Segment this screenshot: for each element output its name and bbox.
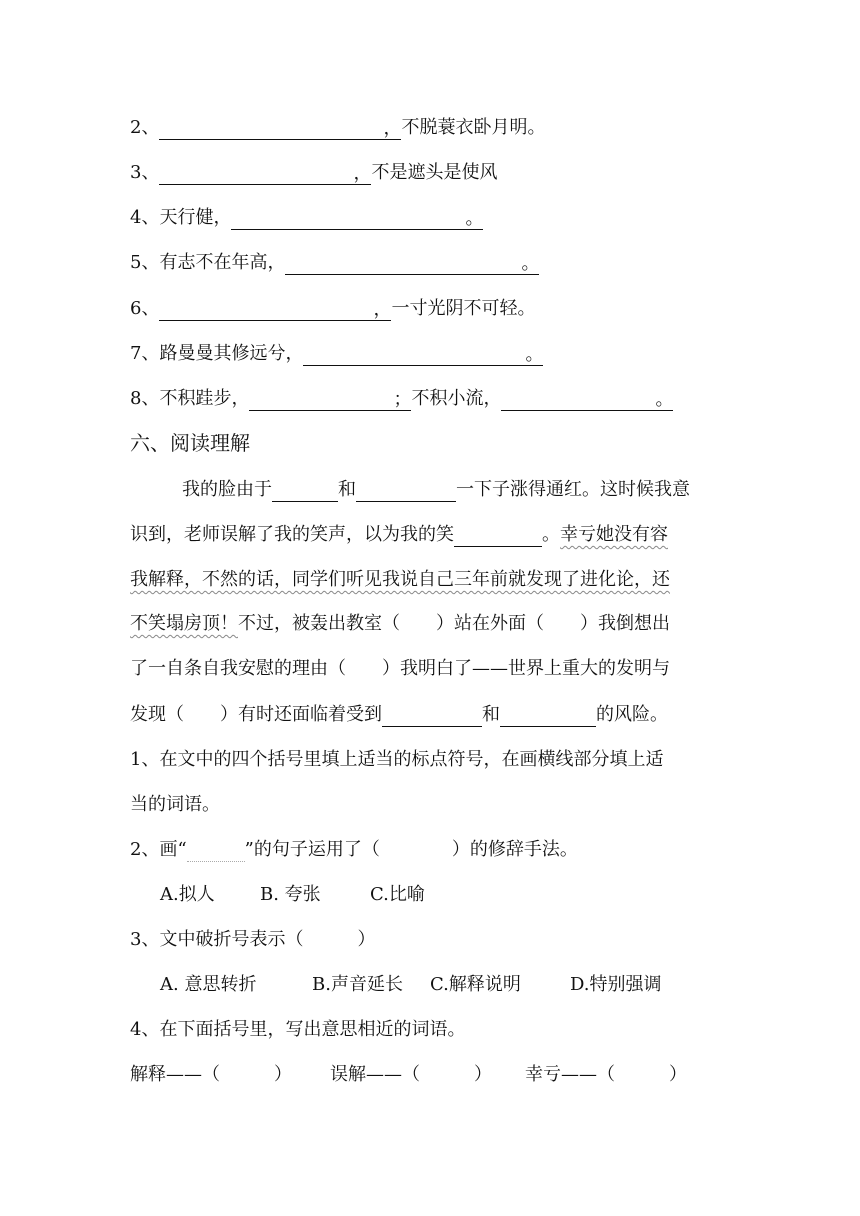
fill-in-item-2 (130, 116, 545, 140)
passage-text: 我的脸由于 (182, 479, 272, 500)
question-text: 4、在下面括号里，写出意思相近的词语。 (130, 1019, 466, 1040)
passage-text: 发现（ ）有时还面临着受到 (130, 704, 382, 725)
option-a[interactable]: A.拟人 (160, 884, 215, 905)
fill-in-item-4 (130, 206, 483, 230)
passage-line-1 (182, 478, 782, 502)
question-4 (130, 1018, 730, 1042)
passage-blank[interactable] (356, 483, 456, 502)
synonym-item[interactable]: 幸亏——（ ） (525, 1064, 687, 1085)
question-text: 3、文中破折号表示（ ） (130, 929, 376, 950)
wavy-underlined-sentence: 不笑塌房顶！ (130, 613, 238, 634)
fill-in-item-3 (130, 161, 497, 185)
blank-punct: 。 (655, 389, 674, 410)
question-text: ”的句子运用了（ ）的修辞手法。 (244, 839, 578, 860)
blank-punct: 。 (525, 344, 544, 365)
fill-in-item-8 (130, 387, 673, 411)
passage-blank[interactable] (454, 528, 542, 547)
answer-blank[interactable] (249, 390, 411, 411)
blank-punct: ， (383, 118, 402, 139)
passage-line-5 (130, 657, 730, 681)
answer-blank[interactable] (159, 119, 401, 140)
blank-punct: ， (353, 163, 372, 184)
answer-blank[interactable] (501, 390, 673, 411)
option-c[interactable]: C.比喻 (370, 884, 425, 905)
wavy-underlined-sentence: 我解释，不然的话，同学们听见我说自己三年前就发现了进化论，还 (130, 569, 670, 590)
passage-line-4 (130, 612, 730, 636)
item-number: 6、 (130, 298, 160, 319)
question-text: 当的词语。 (130, 794, 220, 815)
passage-text: 一下子涨得通红。这时候我意 (456, 479, 690, 500)
question-text: 2、画“ (130, 839, 187, 860)
item-text: 天行健， (159, 207, 232, 228)
question-2 (130, 838, 730, 862)
question-4-words (130, 1063, 730, 1087)
item-text: 一寸光阴不可轻。 (391, 298, 536, 319)
passage-line-3 (130, 568, 730, 592)
passage-blank[interactable] (500, 708, 596, 727)
answer-blank[interactable] (159, 300, 391, 321)
fill-in-item-6 (130, 297, 535, 321)
passage-blank[interactable] (272, 483, 338, 502)
item-text: 不积跬步， (159, 388, 250, 409)
item-number: 2、 (130, 117, 160, 138)
passage-line-6 (130, 703, 730, 727)
option-b[interactable]: B. 夸张 (260, 884, 321, 905)
blank-punct: 。 (465, 208, 484, 229)
option-d[interactable]: D.特别强调 (570, 974, 662, 995)
blank-punct: ， (373, 299, 392, 320)
passage-blank[interactable] (382, 708, 482, 727)
wavy-line-sample (187, 847, 245, 862)
option-a[interactable]: A. 意思转折 (160, 974, 257, 995)
section-title: 六、阅读理解 (130, 431, 250, 455)
item-text: 不脱蓑衣卧月明。 (401, 117, 546, 138)
blank-punct: 。 (521, 253, 540, 274)
item-text: 有志不在年高， (159, 252, 286, 273)
question-text: 1、在文中的四个括号里填上适当的标点符号，在画横线部分填上适 (130, 749, 664, 770)
question-1-line-2 (130, 793, 730, 817)
question-1-line-1 (130, 748, 730, 772)
item-number: 3、 (130, 162, 160, 183)
fill-in-item-7 (130, 342, 543, 366)
passage-text: 和 (482, 704, 500, 725)
answer-blank[interactable] (231, 209, 483, 230)
blank-punct: ； (393, 389, 412, 410)
answer-blank[interactable] (285, 254, 539, 275)
passage-text: 。 (542, 524, 560, 545)
question-3-options (160, 973, 760, 997)
passage-text: 的风险。 (596, 704, 668, 725)
synonym-item[interactable]: 误解——（ ） (330, 1064, 492, 1085)
item-text: 不是遮头是使风 (371, 162, 498, 183)
passage-text: 了一自条自我安慰的理由（ ）我明白了——世界上重大的发明与 (130, 658, 670, 679)
item-text: 路曼曼其修远兮， (159, 343, 304, 364)
answer-blank[interactable] (159, 164, 371, 185)
wavy-underlined-sentence: 幸亏她没有容 (560, 524, 668, 545)
passage-text: 和 (338, 479, 356, 500)
question-3 (130, 928, 730, 952)
option-b[interactable]: B.声音延长 (312, 974, 403, 995)
passage-text: 不过，被轰出教室（ ）站在外面（ ）我倒想出 (238, 613, 670, 634)
item-number: 4、 (130, 207, 160, 228)
passage-line-2 (130, 523, 730, 547)
synonym-item[interactable]: 解释——（ ） (130, 1064, 292, 1085)
passage-text: 识到，老师误解了我的笑声，以为我的笑 (130, 524, 454, 545)
item-number: 8、 (130, 388, 160, 409)
question-2-options (160, 883, 760, 907)
item-text: 不积小流， (411, 388, 502, 409)
fill-in-item-5 (130, 251, 539, 275)
option-c[interactable]: C.解释说明 (430, 974, 521, 995)
item-number: 5、 (130, 252, 160, 273)
answer-blank[interactable] (303, 345, 543, 366)
item-number: 7、 (130, 343, 160, 364)
